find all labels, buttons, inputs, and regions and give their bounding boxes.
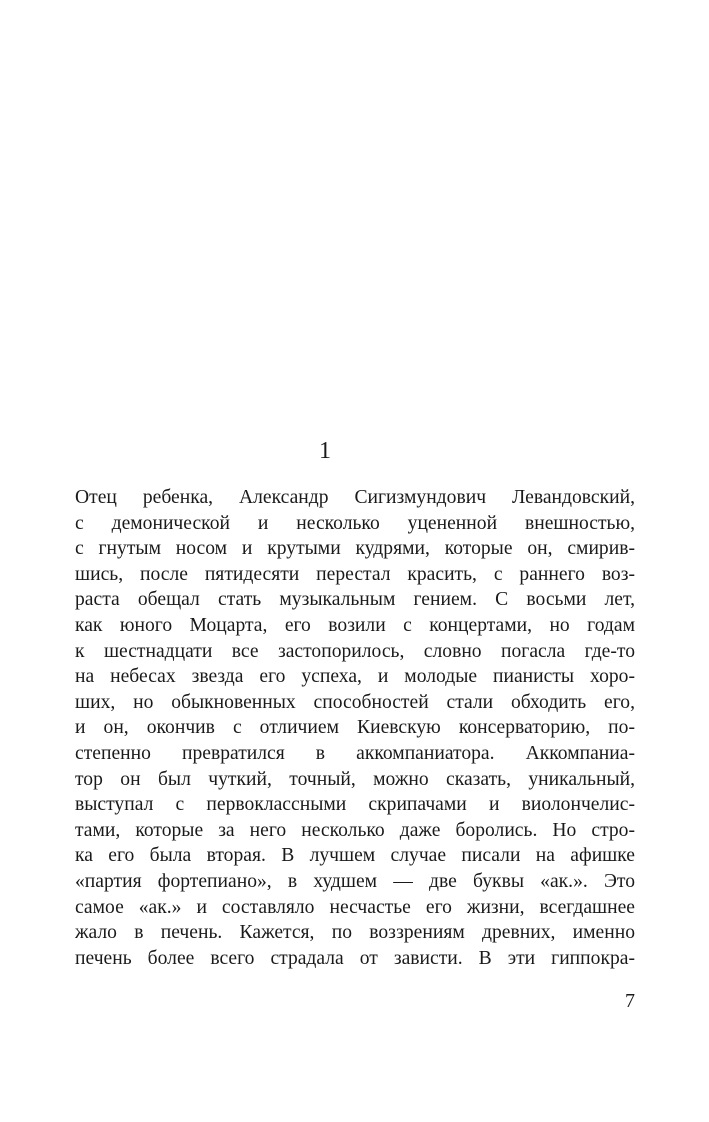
text-line: тами, которые за него несколько даже боролись. Но стро-: [75, 819, 635, 841]
text-line: самое «ак.» и составляло несчастье его жизни, всегдашнее: [75, 896, 635, 918]
text-line: печень более всего страдала от зависти. В эти гиппокра-: [75, 947, 635, 969]
text-line: жало в печень. Кажется, по воззрениям древних, именно: [75, 922, 635, 944]
text-line: степенно превратился в аккомпаниатора. Аккомпаниа-: [75, 742, 635, 764]
body-text: [75, 485, 635, 971]
text-line: раста обещал стать музыкальным гением. С восьми лет,: [75, 589, 635, 611]
text-line: Отец ребенка, Александр Сигизмундович Левандовский,: [75, 487, 635, 508]
text-line: на небесах звезда его успеха, и молодые пианисты хоро-: [75, 666, 635, 688]
text-line: шись, после пятидесяти перестал красить, с раннего воз-: [75, 563, 635, 585]
chapter-number: 1: [319, 438, 331, 464]
text-line: тор он был чуткий, точный, можно сказать, уникальный,: [75, 768, 635, 790]
text-line: к шестнадцати все застопорилось, словно погасла где-то: [75, 640, 635, 662]
text-line: выступал с первоклассными скрипачами и виолончелис-: [75, 794, 635, 816]
text-line: с демонической и несколько уцененной внешностью,: [75, 512, 635, 534]
page-number: 7: [625, 990, 635, 1012]
text-line: как юного Моцарта, его возили с концертами, но годам: [75, 614, 635, 636]
text-line: с гнутым носом и крутыми кудрями, которые он, смирив-: [75, 538, 635, 560]
text-line: и он, окончив с отличием Киевскую консерваторию, по-: [75, 717, 635, 739]
text-line: ших, но обыкновенных способностей стали обходить его,: [75, 691, 635, 713]
text-line: «партия фортепиано», в худшем — две буквы «ак.». Это: [75, 870, 635, 892]
text-line: ка его была вторая. В лучшем случае писали на афишке: [75, 845, 635, 867]
